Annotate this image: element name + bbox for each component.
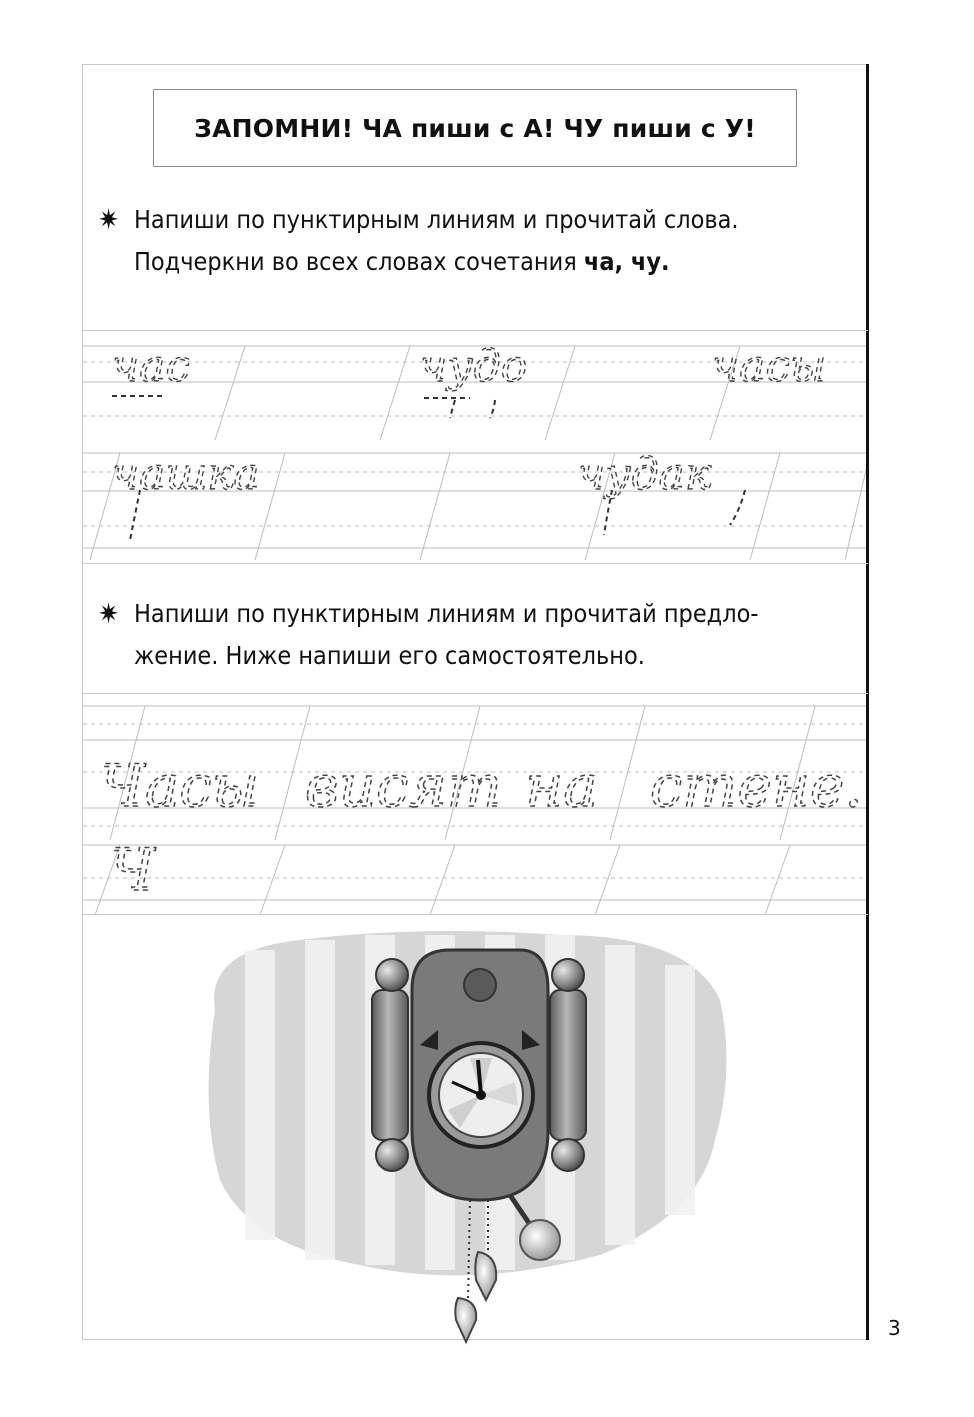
cuckoo-clock-illustration	[209, 931, 727, 1342]
task-1-line2-text: Подчеркни во всех словах сочетания	[134, 247, 584, 276]
cursive-word: чашка	[112, 449, 260, 500]
cursive-word: чудак	[578, 449, 712, 500]
task-1-line1: Напиши по пунктирным линиям и прочитай слова.	[134, 205, 739, 234]
cursive-sentence	[100, 752, 863, 904]
cursive-word: час	[112, 341, 191, 392]
task-1-highlight: ча, чу.	[583, 247, 670, 276]
star-bullet-icon: ✷	[98, 203, 120, 236]
task-2-line2: жение. Ниже напиши его самостоятельно.	[134, 641, 645, 670]
cursive-word: чудо	[420, 341, 528, 392]
star-bullet-icon: ✷	[98, 597, 120, 630]
task-2-line1: Напиши по пунктирным линиям и прочитай предло-	[134, 599, 759, 628]
cursive-words-row-1	[112, 341, 826, 418]
cursive-word: на	[525, 752, 598, 820]
page-number: 3	[888, 1316, 901, 1340]
clock-icon	[372, 950, 586, 1342]
cursive-word: часы	[712, 341, 827, 392]
cursive-word: висят	[305, 752, 502, 820]
rule-text: ЗАПОМНИ! ЧА пиши с А! ЧУ пиши с У!	[194, 113, 756, 143]
cursive-start-letter: Ч	[110, 836, 155, 904]
cursive-word: Часы	[100, 752, 260, 820]
cursive-word: стене.	[650, 752, 863, 820]
